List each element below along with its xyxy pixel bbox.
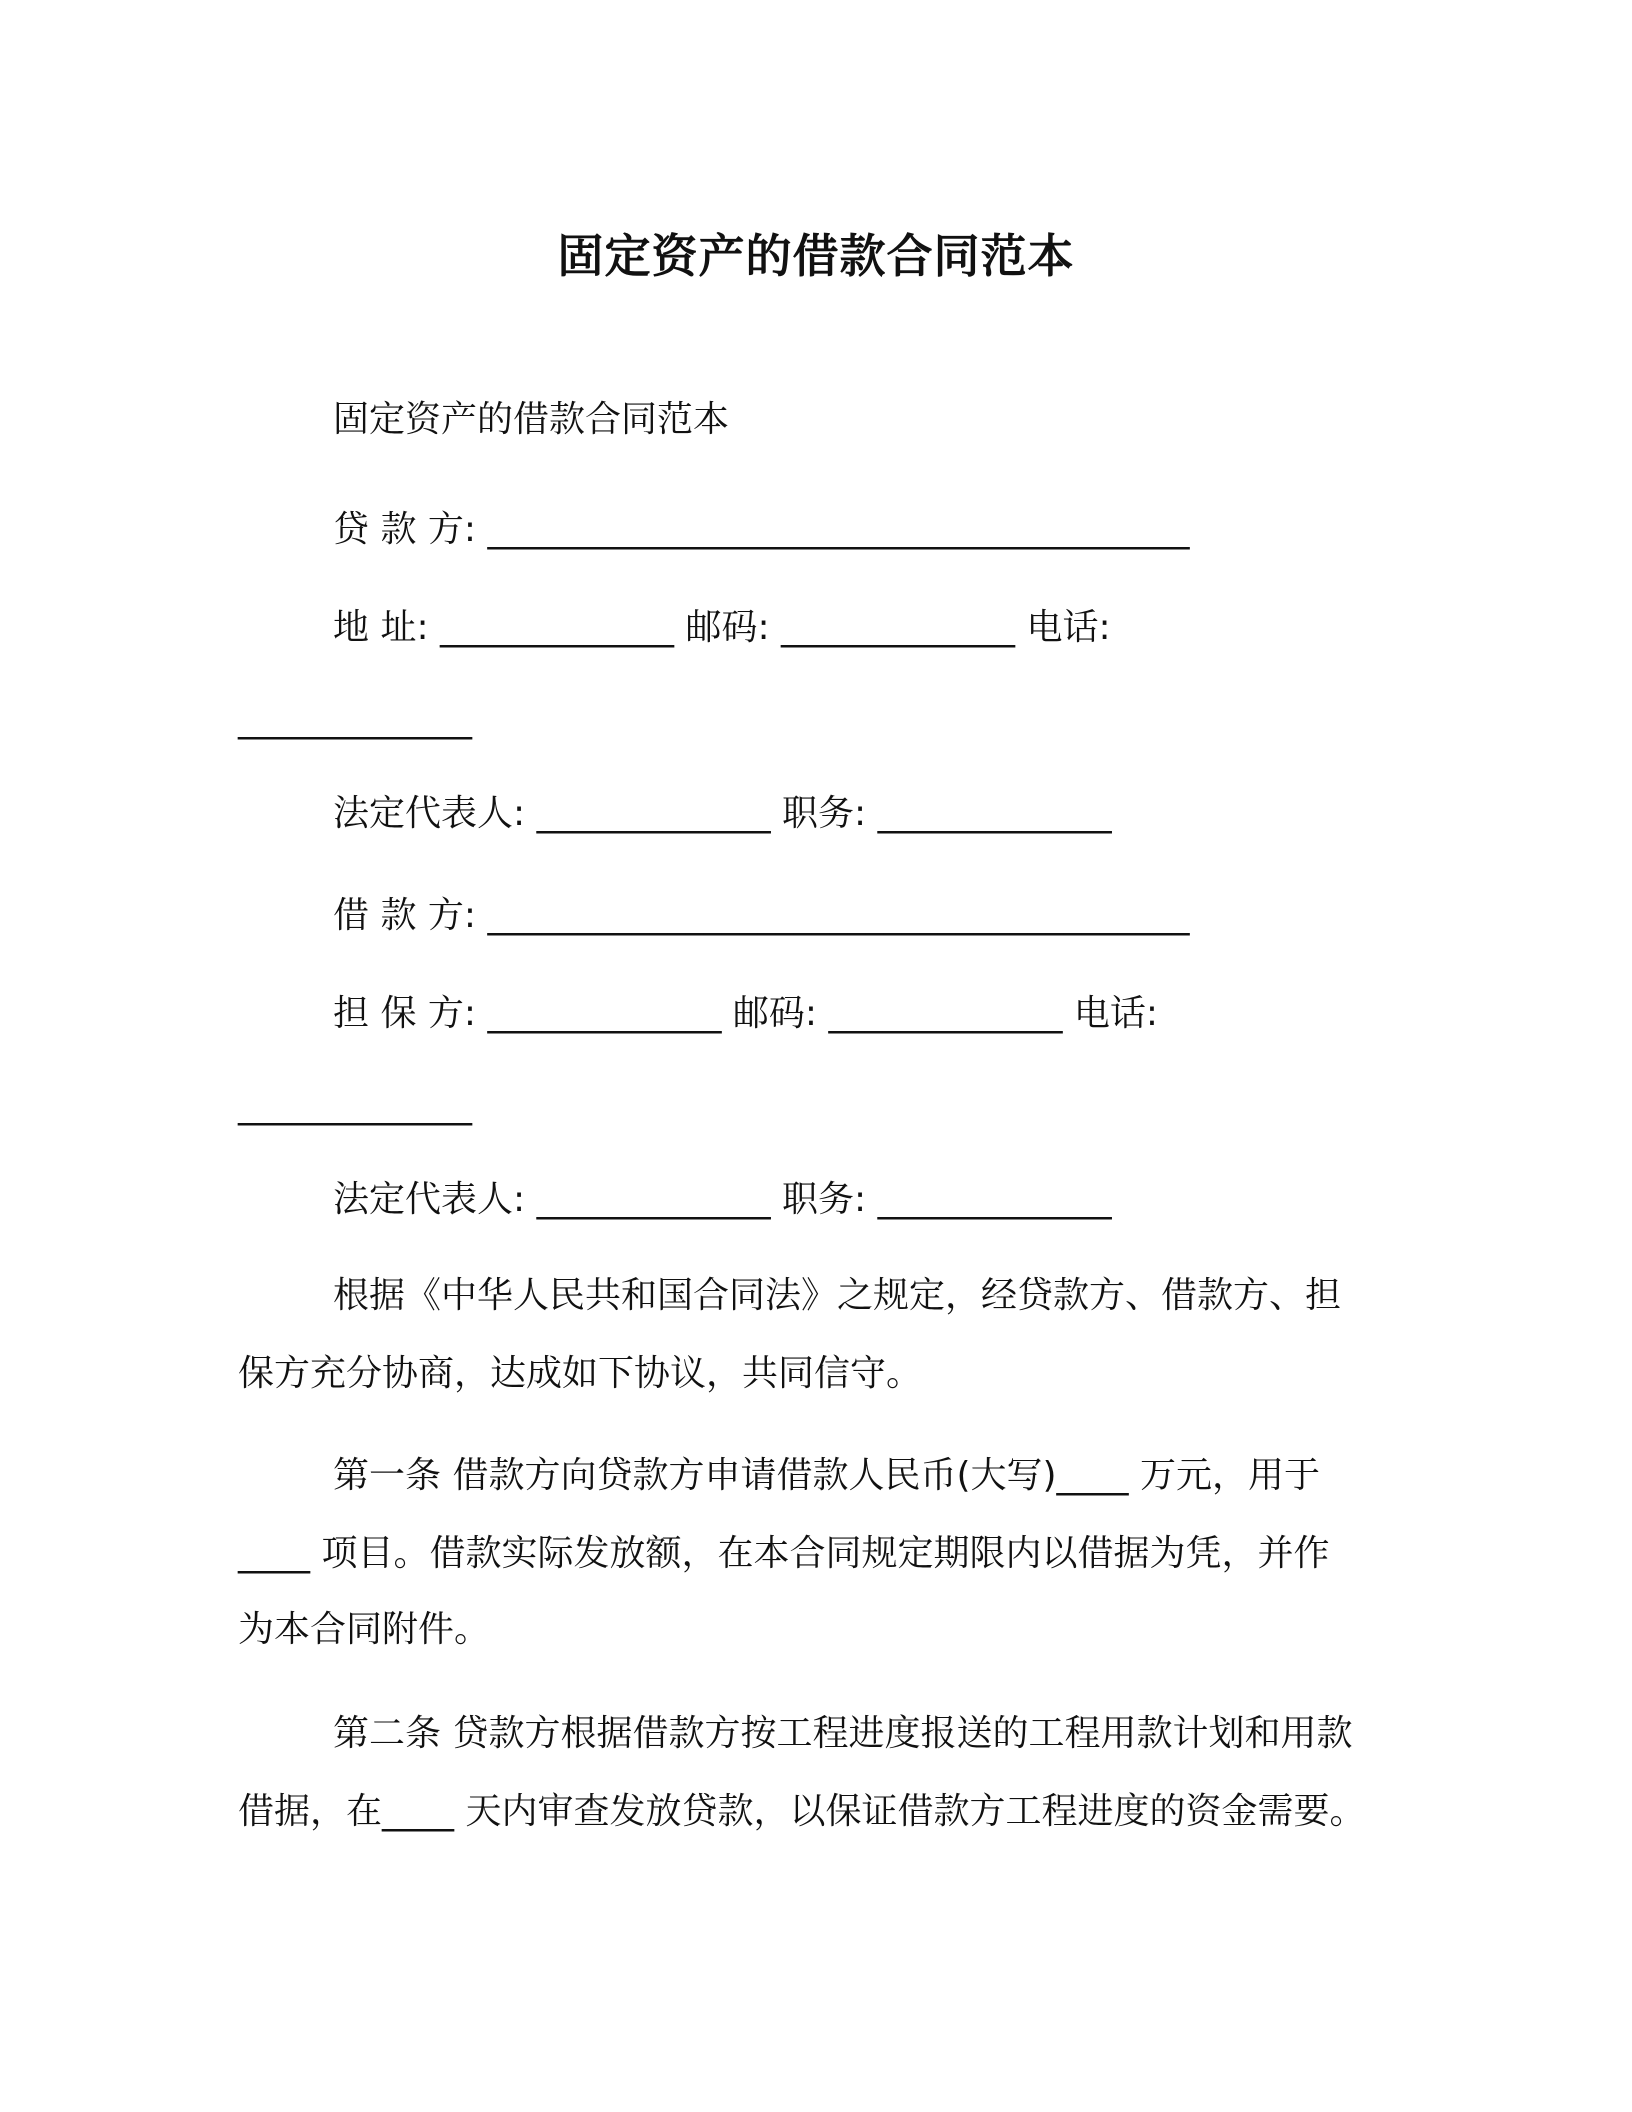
guarantor-line: 担 保 方: _____________ 邮码: _____________ 电话:	[333, 993, 1159, 1034]
intro-paragraph-line-2: 保方充分协商，达成如下协议，共同信守。	[238, 1353, 923, 1394]
article-1-line-1: 第一条 借款方向贷款方申请借款人民币(大写)____ 万元，用于	[333, 1455, 1320, 1496]
guarantor-representative-line: 法定代表人: _____________ 职务: _____________	[333, 1179, 1112, 1220]
article-1-line-3: 为本合同附件。	[238, 1609, 491, 1650]
lender-address-line: 地 址: _____________ 邮码: _____________ 电话:	[333, 607, 1111, 648]
document-subtitle: 固定资产的借款合同范本	[333, 399, 730, 440]
intro-paragraph-line-1: 根据《中华人民共和国合同法》之规定，经贷款方、借款方、担	[333, 1275, 1342, 1316]
article-1-line-2: ____ 项目。借款实际发放额，在本合同规定期限内以借据为凭，并作	[238, 1533, 1330, 1574]
lender-representative-line: 法定代表人: _____________ 职务: _____________	[333, 793, 1112, 834]
lender-line: 贷 款 方: _______________________________________	[333, 509, 1190, 550]
article-2-line-1: 第二条 贷款方根据借款方按工程进度报送的工程用款计划和用款	[333, 1713, 1353, 1754]
article-2-line-2: 借据，在____ 天内审查发放贷款，以保证借款方工程进度的资金需要。	[238, 1791, 1366, 1832]
document-title: 固定资产的借款合同范本	[557, 229, 1075, 283]
borrower-line: 借 款 方: _______________________________________	[333, 895, 1190, 936]
guarantor-phone-blank: _____________	[238, 1085, 472, 1126]
lender-phone-blank: _____________	[238, 699, 472, 740]
